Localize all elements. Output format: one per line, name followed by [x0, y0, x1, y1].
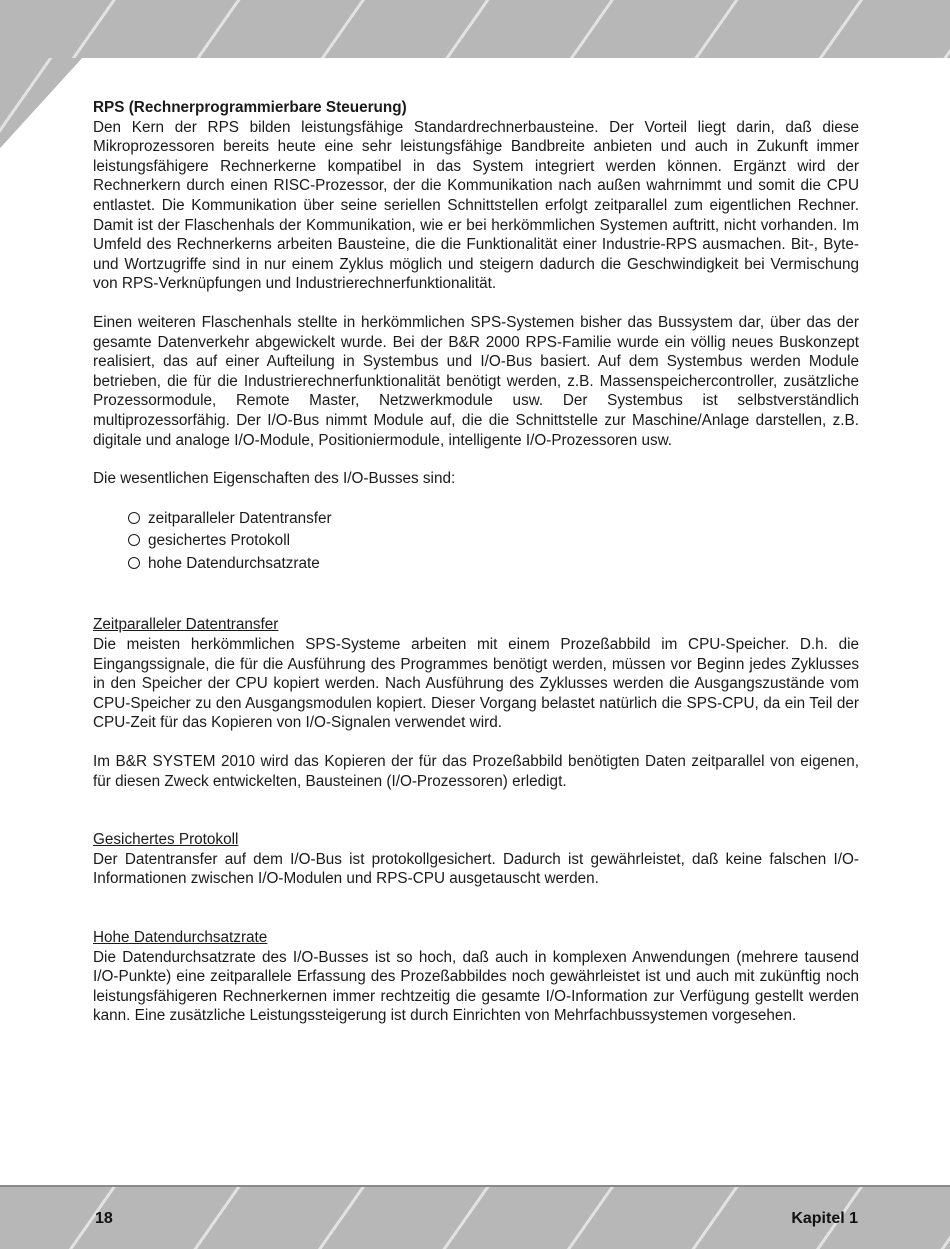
paragraph-bus-concept: Einen weiteren Flaschenhals stellte in herkömmlichen SPS-Systemen bisher das Bussystem dar, über das der gesamte Datenverkehr abgewickelt wurde. Bei der B&R 2000 RPS-Familie wurde ein völlig neues Buskonzept realisiert, das auf einer Aufteilung in Systembus und I/O-Bus basiert. Auf dem Systembus werden Module betrieben, die für die Industrierechnerfunktionalität benötigt werden, z.B. Massenspeichercontroller, zusätzliche Prozessormodule, Remote Master, Netzwerkmodule usw. Der Systembus ist selbstverständlich multiprozessorfähig. Der I/O-Bus nimmt Module auf, die die Schnittstelle zur Maschine/Anlage darstellen, z.B. digitale und analoge I/O-Module, Positioniermodule, intelligente I/O-Prozessoren usw. — [93, 313, 859, 449]
features-list — [93, 509, 859, 574]
circle-bullet-icon — [128, 534, 140, 546]
list-item: zeitparalleler Datentransfer — [128, 509, 859, 529]
features-intro: Die wesentlichen Eigenschaften des I/O-Busses sind: — [93, 470, 456, 488]
circle-bullet-icon — [128, 512, 140, 524]
paragraph-zeitparallel-1: Die meisten herkömmlichen SPS-Systeme arbeiten mit einem Prozeßabbild im CPU-Speicher. D.h. die Eingangssignale, die für die Ausführung des Programmes benötigt werden, müssen vor Beginn jedes Zyklusses in den Speicher der CPU kopiert werden. Nach Ausführung des Zyklusses werden die Ausgangszustände vom CPU-Speicher zu den Ausgangsmodulen kopiert. Dieser Vorgang belastet natürlich die SPS-CPU, da ein Teil der CPU-Zeit für das Kopieren von I/O-Signalen verwendet wird. — [93, 636, 859, 732]
paragraph-protokoll: Der Datentransfer auf dem I/O-Bus ist protokollgesichert. Dadurch ist gewährleistet, daß keine falschen I/O-Informationen zwischen I/O-Modulen und RPS-CPU ausgetauscht werden. — [93, 850, 859, 888]
circle-bullet-icon — [128, 557, 140, 569]
chapter-label: Kapitel 1 — [791, 1210, 858, 1227]
subheading-durchsatz: Hohe Datendurchsatzrate — [93, 929, 268, 946]
paragraph-zeitparallel-2: Im B&R SYSTEM 2010 wird das Kopieren der für das Prozeßabbild benötigten Daten zeitparallel von eigenen, für diesen Zweck entwickelten, Bausteinen (I/O-Prozessoren) erledigt. — [93, 753, 859, 790]
paragraph-durchsatz: Die Datendurchsatzrate des I/O-Busses ist so hoch, daß auch in komplexen Anwendungen (mehrere tausend I/O-Punkte) eine zeitparallele Erfassung des Prozeßabbildes noch gewährleistet ist und auch mit zukünftig noch leistungsfähigeren Rechnerkernen immer rechtzeitig die gesamte I/O-Information zur Verfügung gestellt werden kann. Eine zusätzliche Leistungssteigerung ist durch Einrichten von Mehrfachbussystemen vorgesehen. — [93, 948, 859, 1025]
page-content — [93, 98, 859, 1026]
paragraph-rps-core: Den Kern der RPS bilden leistungsfähige Standardrechnerbausteine. Der Vorteil liegt darin, daß diese Mikroprozessoren bereits heute eine sehr leistungsfähige Bandbreite anbieten und auch in Zukunft immer leistungsfähigere Rechnerkerne kompatibel in das System integriert werden können. Ergänzt wird der Rechnerkern durch einen RISC-Prozessor, der die Kommunikation nach außen wahrnimmt und somit die CPU entlastet. Die Kommunikation über seine seriellen Schnittstellen erfolgt zeitparallel zum eigentlichen Rechner. Damit ist der Flaschenhals der Kommunikation, wie er bei herkömmlichen Systemen auftritt, nicht vorhanden. Im Umfeld des Rechnerkerns arbeiten Bausteine, die die Funktionalität einer Industrie-RPS ausmachen. Bit-, Byte- und Wortzugriffe sind in nur einem Zyklus möglich und steigern dadurch die Geschwindigkeit bei Vermischung von RPS-Verknüpfungen und Industrierechnerfunktionalität. — [93, 118, 859, 293]
list-item: gesichertes Protokoll — [128, 531, 859, 551]
header-band — [0, 0, 950, 60]
page-number: 18 — [95, 1210, 113, 1227]
list-item: hohe Datendurchsatzrate — [128, 554, 859, 574]
section-heading: RPS (Rechnerprogrammierbare Steuerung) — [93, 99, 407, 116]
subheading-zeitparallel: Zeitparalleler Datentransfer — [93, 616, 279, 634]
subheading-protokoll: Gesichertes Protokoll — [93, 831, 239, 849]
